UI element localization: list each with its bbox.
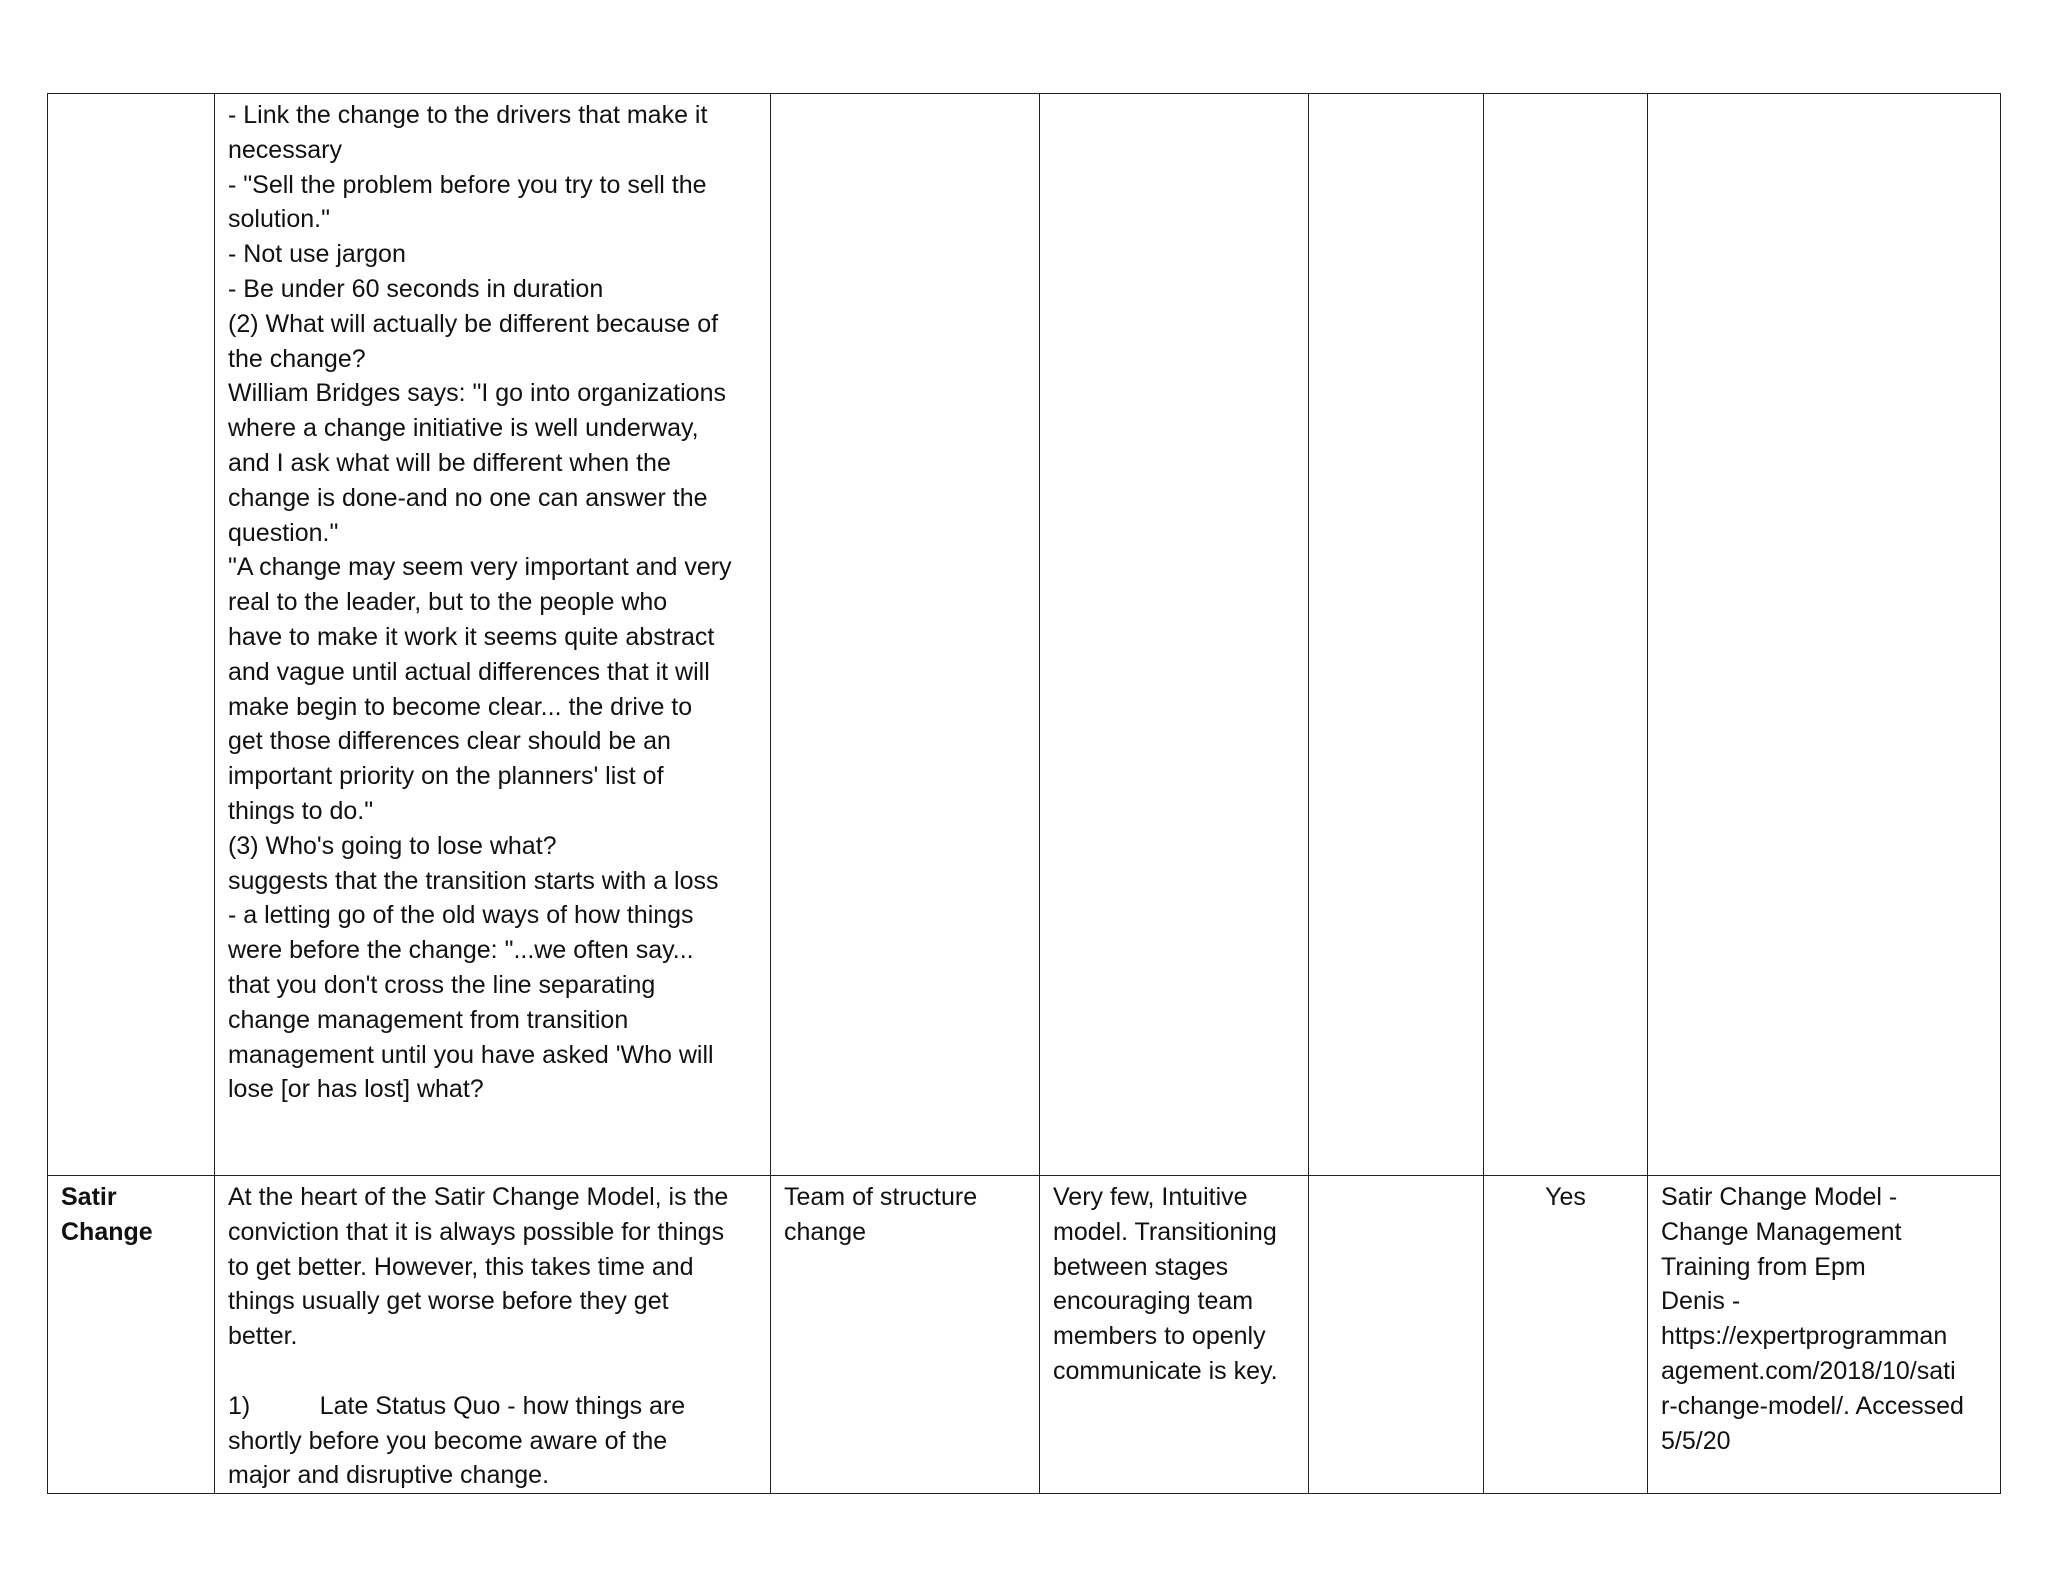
table-row-satir-change: [48, 1176, 2001, 1494]
description-cell: [215, 1176, 771, 1494]
complexity-line: model. Transitioning: [1053, 1217, 1277, 1246]
document-table: [47, 93, 2001, 1494]
source-cell: [1648, 94, 2001, 1176]
description-line: William Bridges says: "I go into organizations: [228, 379, 726, 408]
model-name-line: Satir: [61, 1183, 117, 1211]
description-line: the change?: [228, 344, 366, 373]
description-line: real to the leader, but to the people who: [228, 588, 668, 617]
source-line: https://expertprogramman: [1661, 1322, 1948, 1351]
focus-cell: [771, 1176, 1040, 1494]
description-line: At the heart of the Satir Change Model, is the: [228, 1183, 729, 1211]
description-line: - "Sell the problem before you try to sell the: [228, 170, 707, 199]
focus-cell: [771, 94, 1040, 1176]
yes-cell: [1484, 1176, 1648, 1494]
empty-cell: [1309, 94, 1484, 1176]
description-line: that you don't cross the line separating: [228, 970, 656, 999]
description-line: "A change may seem very important and very: [228, 553, 732, 582]
empty-cell: [1484, 94, 1648, 1176]
description-line: important priority on the planners' list of: [228, 762, 664, 791]
complexity-cell: [1040, 1176, 1309, 1494]
complexity-line: between stages: [1053, 1252, 1229, 1281]
source-line: 5/5/20: [1661, 1426, 1731, 1455]
description-line: lose [or has lost] what?: [228, 1075, 484, 1104]
paragraph-gap: [228, 1354, 757, 1389]
description-line: and vague until actual differences that it will: [228, 657, 710, 686]
description-line: suggests that the transition starts with a loss: [228, 866, 719, 895]
empty-cell: [1309, 1176, 1484, 1494]
description-line: solution.": [228, 205, 330, 234]
description-cell: [215, 94, 771, 1176]
complexity-line: communicate is key.: [1053, 1356, 1278, 1385]
model-name-cell: [48, 94, 215, 1176]
focus-line: Team of structure: [784, 1183, 978, 1211]
complexity-line: encouraging team: [1053, 1287, 1254, 1316]
description-line: where a change initiative is well underway,: [228, 414, 699, 443]
description-line: question.": [228, 518, 339, 547]
description-line: shortly before you become aware of the: [228, 1426, 668, 1455]
description-line: - a letting go of the old ways of how things: [228, 901, 694, 930]
description-line: management until you have asked 'Who will: [228, 1040, 714, 1069]
description-line: things to do.": [228, 796, 374, 825]
description-line: - Not use jargon: [228, 240, 406, 269]
description-line: - Link the change to the drivers that make it: [228, 101, 708, 129]
description-line: to get better. However, this takes time and: [228, 1252, 694, 1281]
description-line: necessary: [228, 135, 342, 164]
table-row-continued: [48, 94, 2001, 1176]
description-line: - Be under 60 seconds in duration: [228, 274, 604, 303]
source-line: Change Management: [1661, 1217, 1902, 1246]
complexity-line: members to openly: [1053, 1322, 1266, 1351]
description-line: change is done-and no one can answer the: [228, 483, 708, 512]
complexity-line: Very few, Intuitive: [1053, 1183, 1248, 1211]
description-line: and I ask what will be different when the: [228, 448, 671, 477]
description-line: things usually get worse before they get: [228, 1287, 669, 1316]
description-line: (2) What will actually be different because of: [228, 309, 719, 338]
description-line: 1) Late Status Quo - how things are: [228, 1391, 686, 1420]
focus-line: change: [784, 1217, 867, 1246]
description-line: change management from transition: [228, 1005, 629, 1034]
source-line: Training from Epm: [1661, 1252, 1866, 1281]
model-name-cell: [48, 1176, 215, 1494]
complexity-cell: [1040, 94, 1309, 1176]
description-line: have to make it work it seems quite abstract: [228, 622, 715, 651]
description-line: better.: [228, 1322, 298, 1351]
source-line: agement.com/2018/10/sati: [1661, 1356, 1956, 1385]
description-line: were before the change: "...we often say...: [228, 936, 694, 965]
yes-value: Yes: [1545, 1183, 1586, 1211]
description-line: (3) Who's going to lose what?: [228, 831, 557, 860]
source-line: r-change-model/. Accessed: [1661, 1391, 1964, 1420]
source-line: Denis -: [1661, 1287, 1741, 1316]
source-cell: [1648, 1176, 2001, 1494]
description-line: conviction that it is always possible for things: [228, 1217, 725, 1246]
description-line: major and disruptive change.: [228, 1461, 550, 1490]
description-line: make begin to become clear... the drive to: [228, 692, 693, 721]
source-line: Satir Change Model -: [1661, 1183, 1898, 1211]
description-line: get those differences clear should be an: [228, 727, 671, 756]
model-name-line: Change: [61, 1217, 153, 1246]
